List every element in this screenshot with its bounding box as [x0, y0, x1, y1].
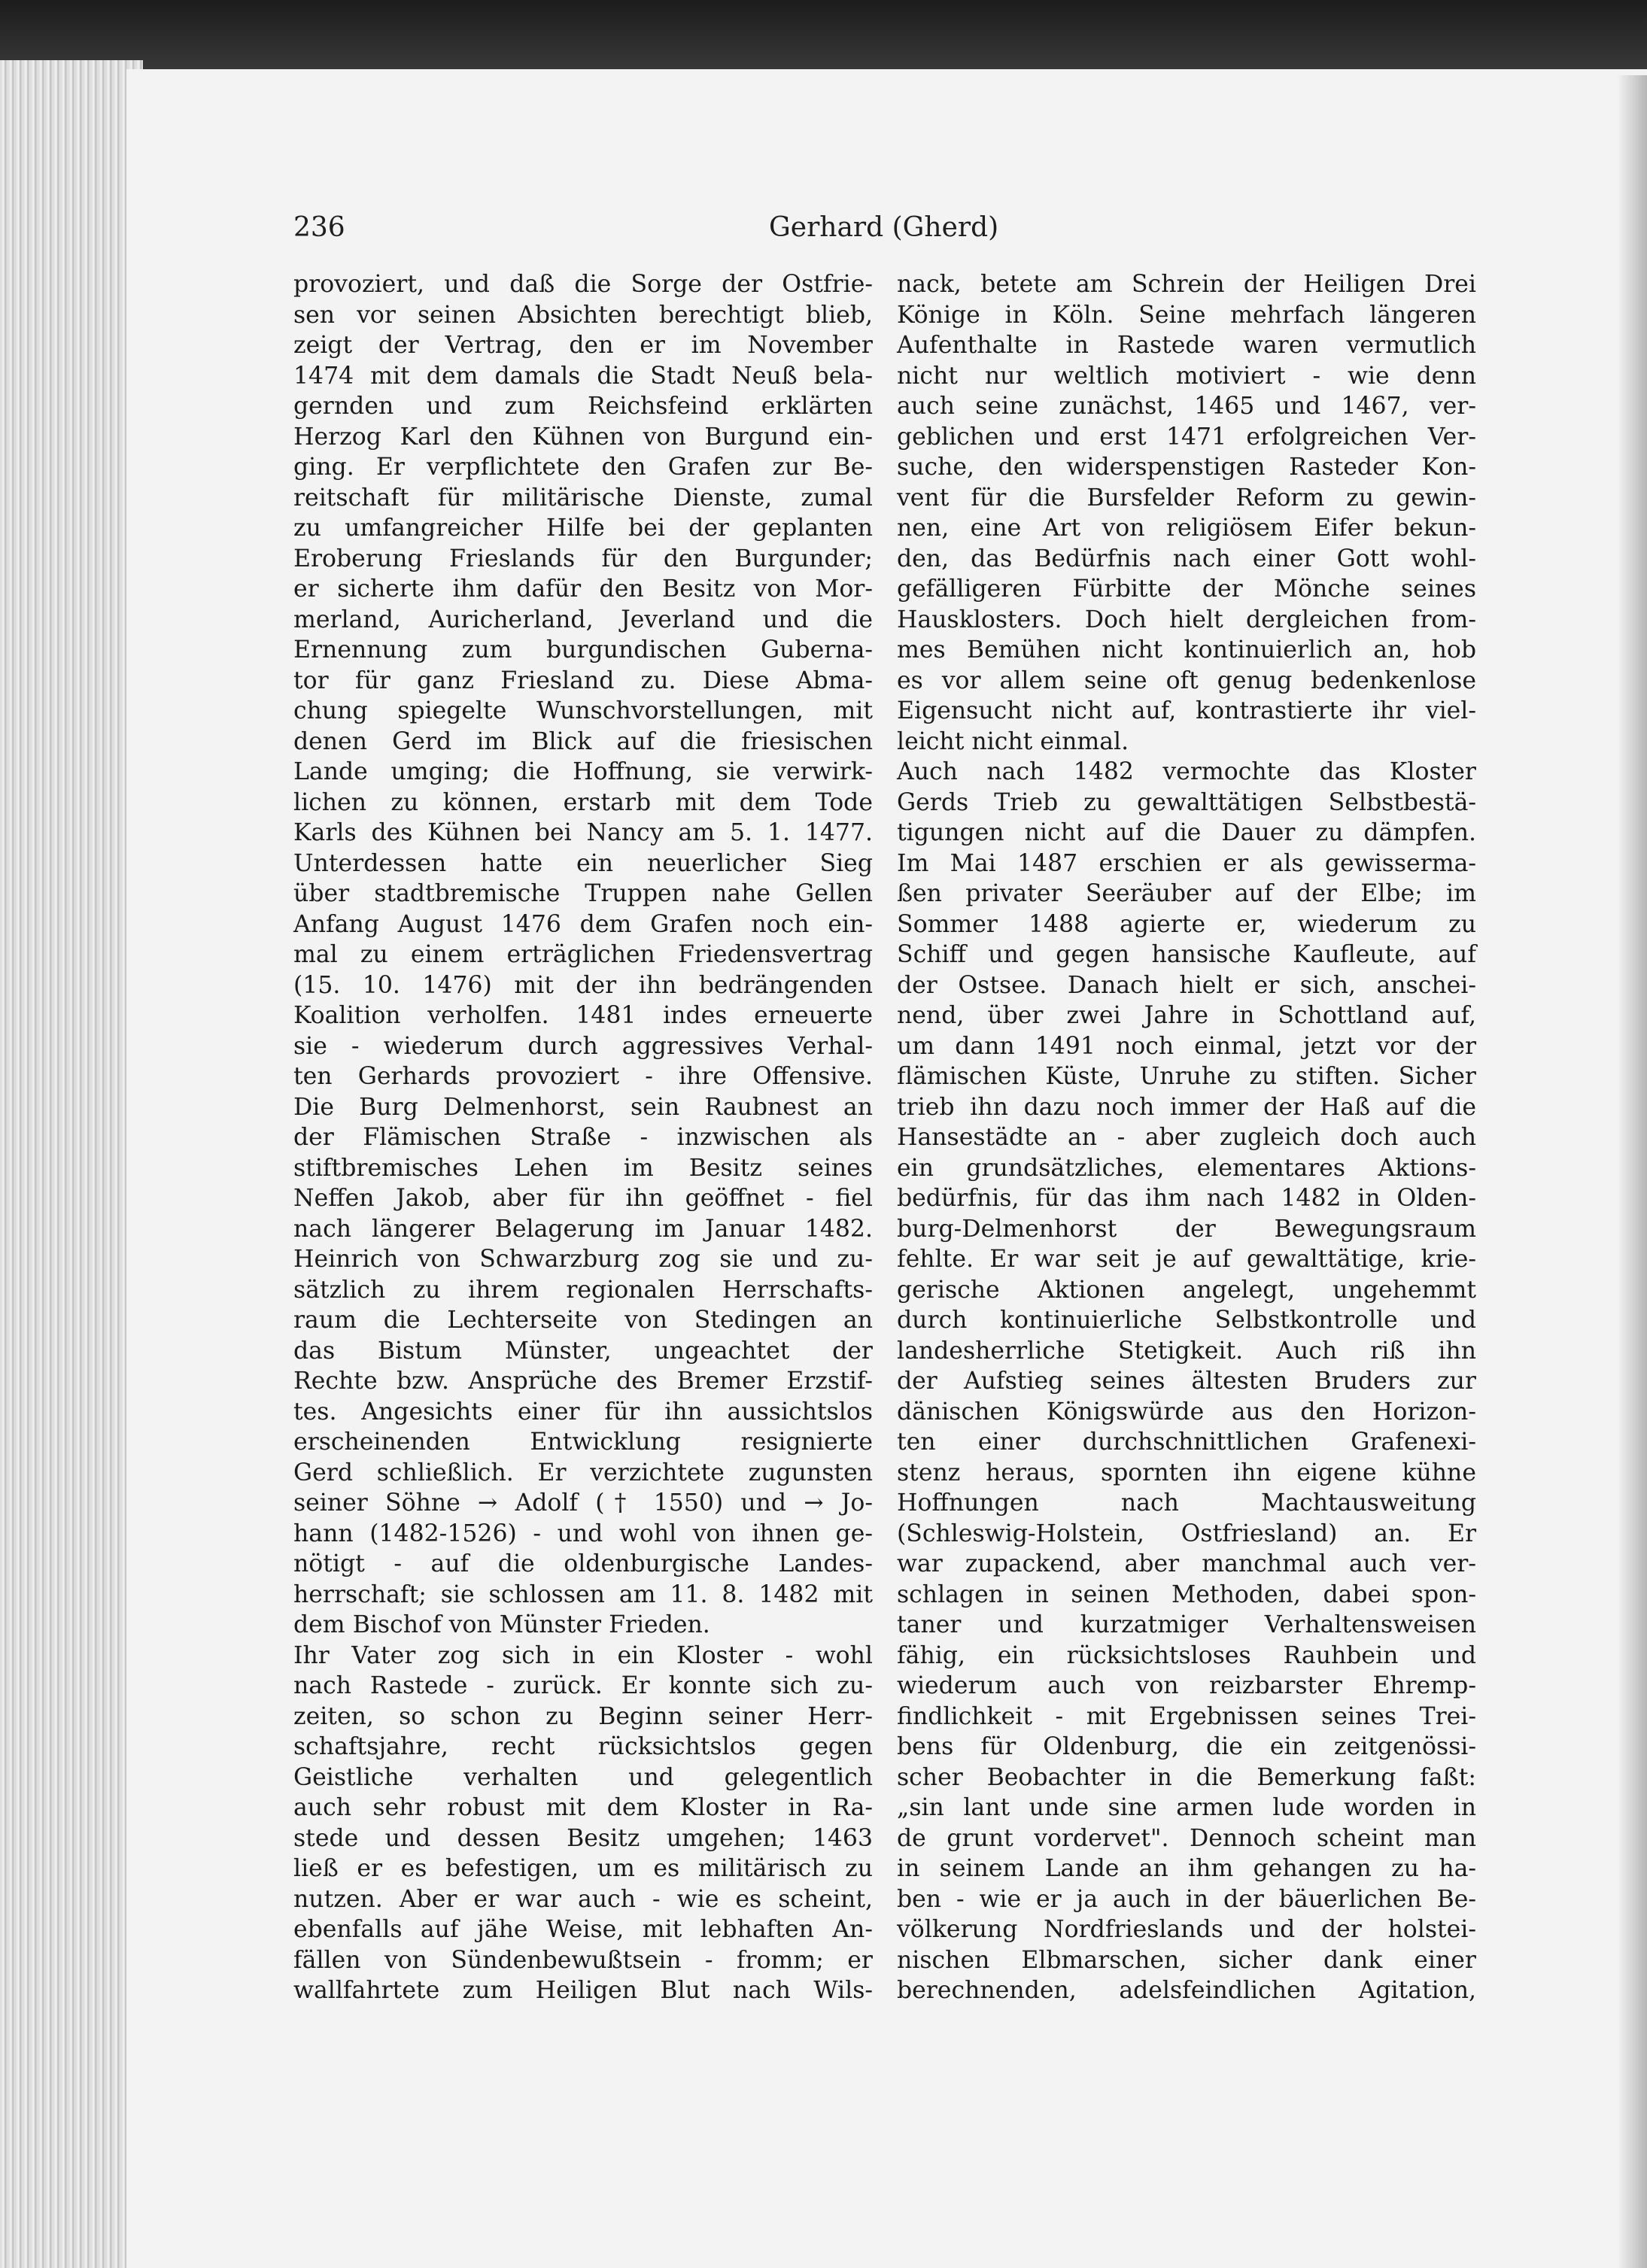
text-line: reitschaft für militärische Dienste, zumal — [293, 484, 873, 512]
text-line: ebenfalls auf jähe Weise, mit lebhaften An- — [293, 1916, 873, 1943]
text-line: seiner Söhne → Adolf († 1550) und → Jo- — [293, 1489, 873, 1517]
text-line: auch seine zunächst, 1465 und 1467, ver- — [897, 393, 1476, 420]
text-line: geblichen und erst 1471 erfolgreichen Ver- — [897, 423, 1476, 451]
text-line: durch kontinuierliche Selbstkontrolle und — [897, 1307, 1476, 1334]
text-line: (15. 10. 1476) mit der ihn bedrängenden — [293, 971, 873, 999]
text-line: fähig, ein rücksichtsloses Rauhbein und — [897, 1641, 1476, 1669]
text-line: lichen zu können, erstarb mit dem Tode — [293, 788, 873, 816]
text-line: taner und kurzatmiger Verhaltensweisen — [897, 1611, 1476, 1638]
text-line: der Ostsee. Danach hielt er sich, anschei- — [897, 971, 1476, 999]
text-line: über stadtbremische Truppen nahe Gellen — [293, 880, 873, 907]
text-line: hann (1482-1526) - und wohl von ihnen ge- — [293, 1520, 873, 1547]
text-line: gefälligeren Fürbitte der Mönche seines — [897, 575, 1476, 603]
text-line: fehlte. Er war seit je auf gewalttätige, krie- — [897, 1246, 1476, 1273]
text-line: Geistliche verhalten und gelegentlich — [293, 1763, 873, 1791]
text-line: das Bistum Münster, ungeachtet der — [293, 1337, 873, 1365]
text-line: war zupackend, aber manchmal auch ver- — [897, 1550, 1476, 1577]
text-line: ließ er es befestigen, um es militärisch zu — [293, 1855, 873, 1882]
text-line: nötigt - auf die oldenburgische Landes- — [293, 1550, 873, 1577]
text-line: denen Gerd im Blick auf die friesischen — [293, 727, 873, 755]
text-line: Gerds Trieb zu gewalttätigen Selbstbestä- — [897, 788, 1476, 816]
text-line: fällen von Sündenbewußtsein - fromm; er — [293, 1946, 873, 1974]
text-line: Unterdessen hatte ein neuerlicher Sieg — [293, 849, 873, 877]
text-line: stiftbremisches Lehen im Besitz seines — [293, 1154, 873, 1182]
text-line: Eroberung Frieslands für den Burgunder; — [293, 545, 873, 572]
text-line: wallfahrtete zum Heiligen Blut nach Wils- — [293, 1977, 873, 2004]
text-line: in seinem Lande an ihm gehangen zu ha- — [897, 1855, 1476, 1882]
text-line: tigungen nicht auf die Dauer zu dämpfen. — [897, 819, 1476, 846]
text-line: nutzen. Aber er war auch - wie es scheint, — [293, 1885, 873, 1913]
page-number: 236 — [293, 212, 345, 243]
text-line: schlagen in seinen Methoden, dabei spon- — [897, 1580, 1476, 1608]
text-line: findlichkeit - mit Ergebnissen seines Trei- — [897, 1702, 1476, 1730]
text-line: Heinrich von Schwarzburg zog sie und zu- — [293, 1246, 873, 1273]
text-line: nack, betete am Schrein der Heiligen Drei — [897, 271, 1476, 298]
text-line: gerische Aktionen angelegt, ungehemmt — [897, 1276, 1476, 1304]
text-line: es vor allem seine oft genug bedenkenlose — [897, 666, 1476, 694]
text-line: wiederum auch von reizbarster Ehremp- — [897, 1672, 1476, 1699]
text-line: der Aufstieg seines ältesten Bruders zur — [897, 1368, 1476, 1395]
text-line: der Flämischen Straße - inzwischen als — [293, 1124, 873, 1151]
text-line: scher Beobachter in die Bemerkung faßt: — [897, 1763, 1476, 1791]
text-line: völkerung Nordfrieslands und der holstei- — [897, 1916, 1476, 1943]
text-line: mal zu einem erträglichen Friedensvertrag — [293, 941, 873, 968]
text-line: Gerd schließlich. Er verzichtete zugunsten — [293, 1459, 873, 1486]
text-line: ein grundsätzliches, elementares Aktions- — [897, 1154, 1476, 1182]
text-line: (Schleswig-Holstein, Ostfriesland) an. Er — [897, 1520, 1476, 1547]
text-line: Koalition verholfen. 1481 indes erneuerte — [293, 1002, 873, 1029]
text-line: Die Burg Delmenhorst, sein Raubnest an — [293, 1093, 873, 1121]
text-line: nischen Elbmarschen, sicher dank einer — [897, 1946, 1476, 1974]
text-line: sen vor seinen Absichten berechtigt blieb, — [293, 301, 873, 329]
text-line: Hansestädte an - aber zugleich doch auch — [897, 1124, 1476, 1151]
text-line: ben - wie er ja auch in der bäuerlichen Be- — [897, 1885, 1476, 1913]
text-line: Lande umging; die Hoffnung, sie verwirk- — [293, 758, 873, 785]
text-line: flämischen Küste, Unruhe zu stiften. Sicher — [897, 1063, 1476, 1090]
book-page-edges — [0, 60, 143, 2268]
text-line: gernden und zum Reichsfeind erklärten — [293, 393, 873, 420]
text-line: herrschaft; sie schlossen am 11. 8. 1482 mit — [293, 1580, 873, 1608]
text-line: Herzog Karl den Kühnen von Burgund ein- — [293, 423, 873, 451]
text-line: zeigt der Vertrag, den er im November — [293, 332, 873, 359]
left-text-column — [293, 269, 873, 2006]
text-line: burg-Delmenhorst der Bewegungsraum — [897, 1215, 1476, 1243]
text-line: Ihr Vater zog sich in ein Kloster - wohl — [293, 1641, 873, 1669]
text-line: ßen privater Seeräuber auf der Elbe; im — [897, 880, 1476, 907]
text-line: Könige in Köln. Seine mehrfach längeren — [897, 301, 1476, 329]
text-line: nicht nur weltlich motiviert - wie denn — [897, 362, 1476, 390]
spine-shadow — [1617, 75, 1647, 2268]
text-line: erscheinenden Entwicklung resignierte — [293, 1429, 873, 1456]
text-line: Rechte bzw. Ansprüche des Bremer Erzstif- — [293, 1368, 873, 1395]
text-line: tor für ganz Friesland zu. Diese Abma- — [293, 666, 873, 694]
text-line: Hausklosters. Doch hielt dergleichen from- — [897, 606, 1476, 633]
right-text-column — [897, 269, 1476, 2006]
text-line: Eigensucht nicht auf, kontrastierte ihr viel- — [897, 697, 1476, 724]
text-line: provoziert, und daß die Sorge der Ostfrie- — [293, 271, 873, 298]
text-line: mes Bemühen nicht kontinuierlich an, hob — [897, 636, 1476, 663]
text-line: dänischen Königswürde aus den Horizon- — [897, 1398, 1476, 1425]
text-line: stenz heraus, spornten ihn eigene kühne — [897, 1459, 1476, 1486]
text-line: leicht nicht einmal. — [897, 727, 1129, 755]
text-line: nend, über zwei Jahre in Schottland auf, — [897, 1002, 1476, 1029]
text-line: auch sehr robust mit dem Kloster in Ra- — [293, 1794, 873, 1821]
text-line: ging. Er verpflichtete den Grafen zur Be- — [293, 454, 873, 481]
text-line: suche, den widerspenstigen Rasteder Kon- — [897, 454, 1476, 481]
text-line: berechnenden, adelsfeindlichen Agitation, — [897, 1977, 1476, 2004]
text-line: Neffen Jakob, aber für ihn geöffnet - fiel — [293, 1185, 873, 1212]
text-line: Im Mai 1487 erschien er als gewisserma- — [897, 849, 1476, 877]
text-line: Karls des Kühnen bei Nancy am 5. 1. 1477. — [293, 819, 873, 846]
text-line: um dann 1491 noch einmal, jetzt vor der — [897, 1032, 1476, 1060]
text-line: nach Rastede - zurück. Er konnte sich zu- — [293, 1672, 873, 1699]
text-line: chung spiegelte Wunschvorstellungen, mit — [293, 697, 873, 724]
text-line: trieb ihn dazu noch immer der Haß auf die — [897, 1093, 1476, 1121]
text-line: „sin lant unde sine armen lude worden in — [897, 1794, 1476, 1821]
text-line: landesherrliche Stetigkeit. Auch riß ihn — [897, 1337, 1476, 1365]
text-line: sätzlich zu ihrem regionalen Herrschafts- — [293, 1276, 873, 1304]
text-line: Hoffnungen nach Machtausweitung — [897, 1489, 1476, 1517]
text-line: bedürfnis, für das ihm nach 1482 in Olden- — [897, 1185, 1476, 1212]
text-line: Schiff und gegen hansische Kaufleute, auf — [897, 941, 1476, 968]
text-line: merland, Auricherland, Jeverland und die — [293, 606, 873, 633]
text-line: raum die Lechterseite von Stedingen an — [293, 1307, 873, 1334]
text-line: dem Bischof von Münster Frieden. — [293, 1611, 710, 1638]
text-line: stede und dessen Besitz umgehen; 1463 — [293, 1824, 873, 1852]
text-line: 1474 mit dem damals die Stadt Neuß bela- — [293, 362, 873, 390]
text-line: de grunt vordervet". Dennoch scheint man — [897, 1824, 1476, 1852]
text-line: zu umfangreicher Hilfe bei der geplanten — [293, 515, 873, 542]
text-line: ten Gerhards provoziert - ihre Offensive. — [293, 1063, 873, 1090]
text-line: er sicherte ihm dafür den Besitz von Mor- — [293, 575, 873, 603]
text-line: nach längerer Belagerung im Januar 1482. — [293, 1215, 873, 1243]
running-title: Gerhard (Gherd) — [769, 212, 999, 243]
text-line: Anfang August 1476 dem Grafen noch ein- — [293, 910, 873, 938]
text-line: Aufenthalte in Rastede waren vermutlich — [897, 332, 1476, 359]
text-line: Sommer 1488 agierte er, wiederum zu — [897, 910, 1476, 938]
text-line: den, das Bedürfnis nach einer Gott wohl- — [897, 545, 1476, 572]
text-line: zeiten, so schon zu Beginn seiner Herr- — [293, 1702, 873, 1730]
text-line: nen, eine Art von religiösem Eifer bekun- — [897, 515, 1476, 542]
text-line: ten einer durchschnittlichen Grafenexi- — [897, 1429, 1476, 1456]
text-line: schaftsjahre, recht rücksichtslos gegen — [293, 1733, 873, 1760]
text-line: Ernennung zum burgundischen Guberna- — [293, 636, 873, 663]
text-line: Auch nach 1482 vermochte das Kloster — [897, 758, 1476, 785]
scanner-background — [0, 0, 1647, 75]
text-line: sie - wiederum durch aggressives Verhal- — [293, 1032, 873, 1060]
text-line: tes. Angesichts einer für ihn aussichtslos — [293, 1398, 873, 1425]
text-line: vent für die Bursfelder Reform zu gewin- — [897, 484, 1476, 512]
text-line: bens für Oldenburg, die ein zeitgenössi- — [897, 1733, 1476, 1760]
